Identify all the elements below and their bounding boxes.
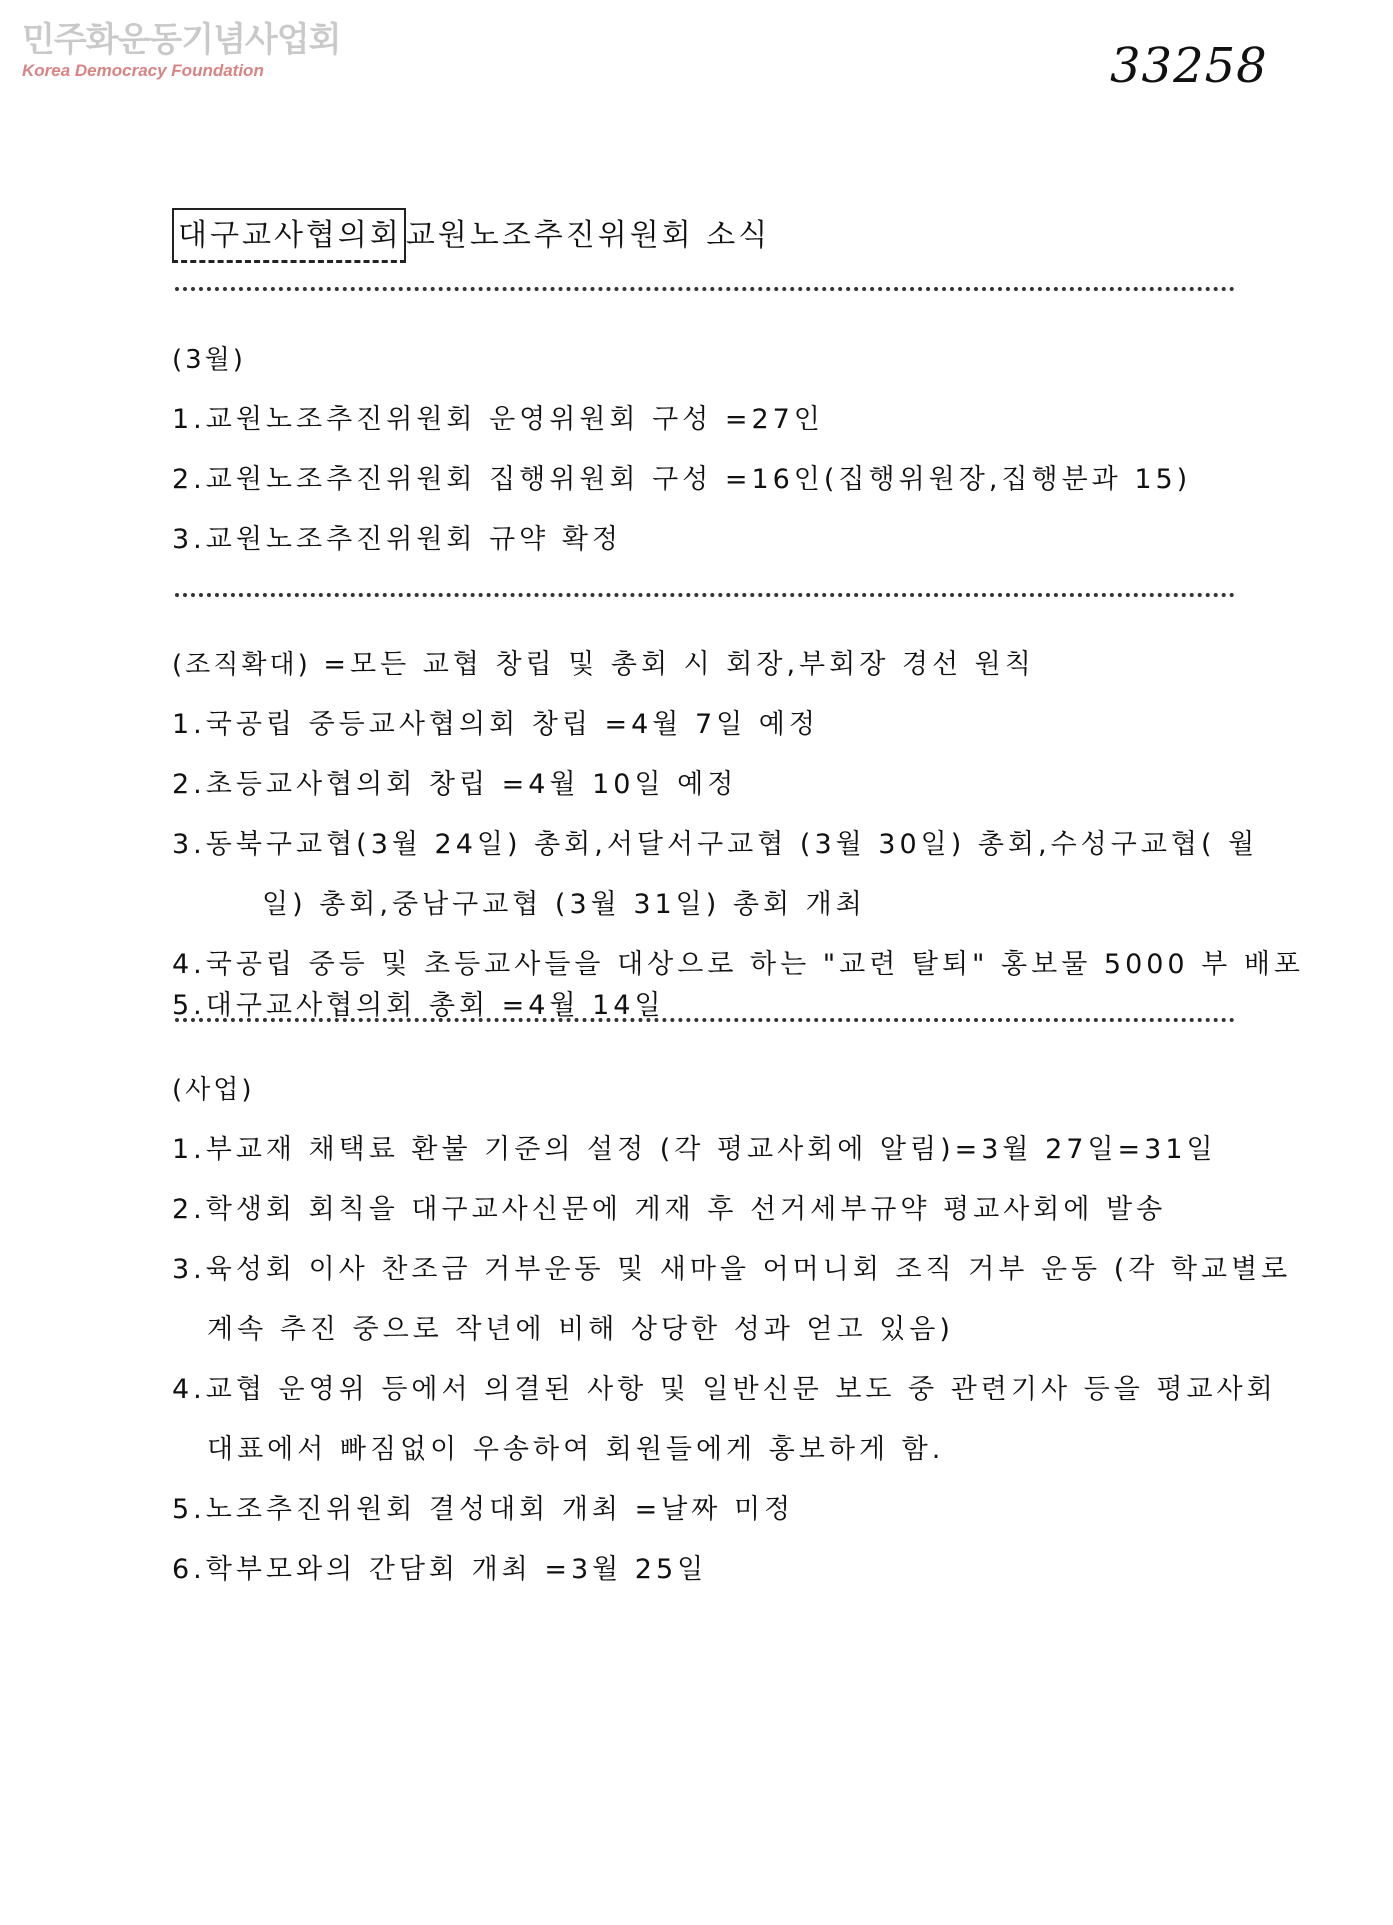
section-organization bbox=[172, 635, 1304, 1023]
section-projects bbox=[172, 1060, 1291, 1600]
list-item: 2.교원노조추진위원회 집행위원회 구성 =16인(집행위원장,집행분과 15) bbox=[172, 464, 1192, 495]
handwritten-document-number: 33258 bbox=[1110, 38, 1268, 94]
section-heading: (3월) bbox=[172, 345, 246, 375]
list-item: 3.교원노조추진위원회 규약 확정 bbox=[172, 524, 622, 555]
foundation-watermark bbox=[22, 20, 340, 82]
list-item: 5.대구교사협의회 총회 =4월 14일 bbox=[172, 990, 665, 1021]
list-item: 1.교원노조추진위원회 운영위원회 구성 =27인 bbox=[172, 404, 824, 435]
watermark-english: Korea Democracy Foundation bbox=[22, 61, 264, 80]
divider bbox=[175, 287, 1235, 291]
list-item-continuation: 일) 총회,중남구교협 (3월 31일) 총회 개최 bbox=[262, 889, 866, 920]
list-item: 1.국공립 중등교사협의회 창립 =4월 7일 예정 bbox=[172, 709, 819, 740]
section-heading-row bbox=[172, 635, 1304, 695]
list-item: 2.학생회 회칙을 대구교사신문에 게재 후 선거세부규약 평교사회에 발송 bbox=[172, 1194, 1167, 1225]
list-item: 4.교협 운영위 등에서 의결된 사항 및 일반신문 보도 중 관련기사 등을 평교사회 bbox=[172, 1374, 1277, 1405]
document-title bbox=[172, 208, 770, 263]
divider bbox=[175, 1018, 1235, 1022]
list-item-continuation: 대표에서 빠짐없이 우송하여 회원들에게 홍보하게 함. bbox=[207, 1434, 945, 1465]
section-march bbox=[172, 330, 1191, 570]
list-item-continuation: 계속 추진 중으로 작년에 비해 상당한 성과 얻고 있음) bbox=[207, 1314, 954, 1345]
title-boxed-part: 대구교사협의회 bbox=[172, 208, 406, 263]
list-item: 1.부교재 채택료 환불 기준의 설정 (각 평교사회에 알림)=3월 27일=31일 bbox=[172, 1134, 1217, 1165]
section-heading: (사업) bbox=[172, 1075, 255, 1105]
list-item: 6.학부모와의 간담회 개최 =3월 25일 bbox=[172, 1554, 708, 1585]
divider bbox=[175, 593, 1235, 597]
list-item: 5.노조추진위원회 결성대회 개최 =날짜 미정 bbox=[172, 1494, 795, 1525]
list-item: 3.육성회 이사 찬조금 거부운동 및 새마을 어머니회 조직 거부 운동 (각 학교별로 bbox=[172, 1254, 1292, 1285]
watermark-korean: 민주화운동기념사업회 bbox=[22, 20, 341, 60]
list-item: 2.초등교사협의회 창립 =4월 10일 예정 bbox=[172, 769, 738, 800]
list-item: 4.국공립 중등 및 초등교사들을 대상으로 하는 "교련 탈퇴" 홍보물 5000 부 배포 bbox=[172, 949, 1305, 980]
section-heading: (조직확대) bbox=[172, 650, 311, 680]
list-item: 3.동북구교협(3월 24일) 총회,서달서구교협 (3월 30일) 총회,수성구교협( 월 bbox=[172, 829, 1259, 860]
section-heading-note: =모든 교협 창립 및 총회 시 회장,부회장 경선 원칙 bbox=[323, 649, 1035, 680]
title-rest: 교원노조추진위원회 소식 bbox=[405, 218, 771, 253]
